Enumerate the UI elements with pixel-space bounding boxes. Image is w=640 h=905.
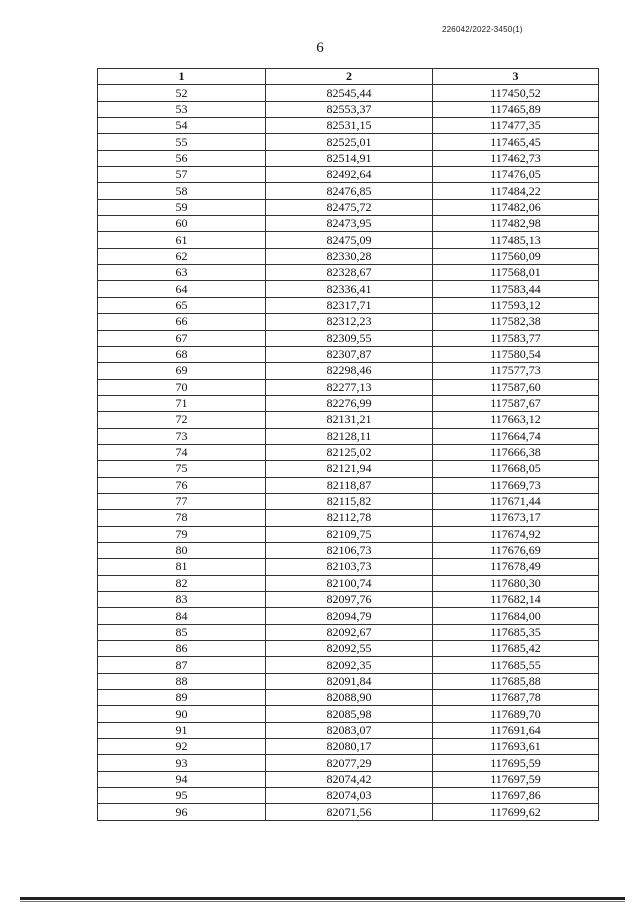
- y-coordinate-cell: 117685,35: [433, 624, 599, 640]
- point-number-cell: 86: [98, 641, 266, 657]
- x-coordinate-cell: 82103,73: [266, 559, 433, 575]
- x-coordinate-cell: 82088,90: [266, 690, 433, 706]
- table-body: [98, 85, 599, 820]
- x-coordinate-cell: 82476,85: [266, 183, 433, 199]
- point-number-cell: 80: [98, 542, 266, 558]
- x-coordinate-cell: 82092,55: [266, 641, 433, 657]
- x-coordinate-cell: 82298,46: [266, 363, 433, 379]
- y-coordinate-cell: 117687,78: [433, 690, 599, 706]
- point-number-cell: 73: [98, 428, 266, 444]
- point-number-cell: 88: [98, 673, 266, 689]
- table-row: [98, 199, 599, 215]
- y-coordinate-cell: 117664,74: [433, 428, 599, 444]
- x-coordinate-cell: 82121,94: [266, 461, 433, 477]
- point-number-cell: 63: [98, 265, 266, 281]
- table-row: [98, 673, 599, 689]
- y-coordinate-cell: 117689,70: [433, 706, 599, 722]
- column-header: 1: [98, 69, 266, 85]
- table-row: [98, 804, 599, 820]
- x-coordinate-cell: 82100,74: [266, 575, 433, 591]
- point-number-cell: 77: [98, 493, 266, 509]
- point-number-cell: 89: [98, 690, 266, 706]
- table-row: [98, 542, 599, 558]
- y-coordinate-cell: 117691,64: [433, 722, 599, 738]
- table-row: [98, 461, 599, 477]
- x-coordinate-cell: 82328,67: [266, 265, 433, 281]
- y-coordinate-cell: 117680,30: [433, 575, 599, 591]
- table-header-row: [98, 69, 599, 85]
- x-coordinate-cell: 82317,71: [266, 297, 433, 313]
- table-row: [98, 248, 599, 264]
- table-row: [98, 167, 599, 183]
- point-number-cell: 59: [98, 199, 266, 215]
- x-coordinate-cell: 82085,98: [266, 706, 433, 722]
- column-header: 2: [266, 69, 433, 85]
- table-row: [98, 216, 599, 232]
- table-row: [98, 346, 599, 362]
- x-coordinate-cell: 82475,09: [266, 232, 433, 248]
- table-row: [98, 608, 599, 624]
- x-coordinate-cell: 82092,67: [266, 624, 433, 640]
- point-number-cell: 53: [98, 101, 266, 117]
- y-coordinate-cell: 117577,73: [433, 363, 599, 379]
- y-coordinate-cell: 117685,88: [433, 673, 599, 689]
- table-row: [98, 559, 599, 575]
- x-coordinate-cell: 82092,35: [266, 657, 433, 673]
- point-number-cell: 52: [98, 85, 266, 101]
- y-coordinate-cell: 117568,01: [433, 265, 599, 281]
- table-row: [98, 510, 599, 526]
- table-row: [98, 641, 599, 657]
- y-coordinate-cell: 117583,77: [433, 330, 599, 346]
- x-coordinate-cell: 82109,75: [266, 526, 433, 542]
- y-coordinate-cell: 117476,05: [433, 167, 599, 183]
- x-coordinate-cell: 82309,55: [266, 330, 433, 346]
- point-number-cell: 54: [98, 118, 266, 134]
- x-coordinate-cell: 82125,02: [266, 444, 433, 460]
- point-number-cell: 87: [98, 657, 266, 673]
- y-coordinate-cell: 117684,00: [433, 608, 599, 624]
- y-coordinate-cell: 117587,60: [433, 379, 599, 395]
- table-row: [98, 85, 599, 101]
- point-number-cell: 64: [98, 281, 266, 297]
- point-number-cell: 75: [98, 461, 266, 477]
- point-number-cell: 82: [98, 575, 266, 591]
- y-coordinate-cell: 117669,73: [433, 477, 599, 493]
- footer-rule: [20, 897, 625, 900]
- x-coordinate-cell: 82097,76: [266, 592, 433, 608]
- point-number-cell: 81: [98, 559, 266, 575]
- x-coordinate-cell: 82074,03: [266, 788, 433, 804]
- point-number-cell: 93: [98, 755, 266, 771]
- x-coordinate-cell: 82525,01: [266, 134, 433, 150]
- point-number-cell: 65: [98, 297, 266, 313]
- y-coordinate-cell: 117560,09: [433, 248, 599, 264]
- y-coordinate-cell: 117477,35: [433, 118, 599, 134]
- y-coordinate-cell: 117668,05: [433, 461, 599, 477]
- table-row: [98, 281, 599, 297]
- table-row: [98, 592, 599, 608]
- point-number-cell: 94: [98, 771, 266, 787]
- x-coordinate-cell: 82307,87: [266, 346, 433, 362]
- table-row: [98, 722, 599, 738]
- point-number-cell: 60: [98, 216, 266, 232]
- y-coordinate-cell: 117583,44: [433, 281, 599, 297]
- document-id: 226042/2022-3450(1): [442, 25, 523, 34]
- table-row: [98, 657, 599, 673]
- y-coordinate-cell: 117695,59: [433, 755, 599, 771]
- table-row: [98, 330, 599, 346]
- table-row: [98, 232, 599, 248]
- y-coordinate-cell: 117580,54: [433, 346, 599, 362]
- y-coordinate-cell: 117697,59: [433, 771, 599, 787]
- point-number-cell: 67: [98, 330, 266, 346]
- table-row: [98, 428, 599, 444]
- table-row: [98, 101, 599, 117]
- table-row: [98, 526, 599, 542]
- point-number-cell: 62: [98, 248, 266, 264]
- point-number-cell: 66: [98, 314, 266, 330]
- x-coordinate-cell: 82112,78: [266, 510, 433, 526]
- column-header: 3: [433, 69, 599, 85]
- y-coordinate-cell: 117485,13: [433, 232, 599, 248]
- y-coordinate-cell: 117682,14: [433, 592, 599, 608]
- point-number-cell: 61: [98, 232, 266, 248]
- table-row: [98, 265, 599, 281]
- table-row: [98, 134, 599, 150]
- point-number-cell: 85: [98, 624, 266, 640]
- point-number-cell: 92: [98, 739, 266, 755]
- x-coordinate-cell: 82492,64: [266, 167, 433, 183]
- x-coordinate-cell: 82336,41: [266, 281, 433, 297]
- table-row: [98, 706, 599, 722]
- table-row: [98, 412, 599, 428]
- y-coordinate-cell: 117462,73: [433, 150, 599, 166]
- x-coordinate-cell: 82083,07: [266, 722, 433, 738]
- page-number: 6: [316, 40, 324, 56]
- y-coordinate-cell: 117593,12: [433, 297, 599, 313]
- y-coordinate-cell: 117484,22: [433, 183, 599, 199]
- y-coordinate-cell: 117482,06: [433, 199, 599, 215]
- point-number-cell: 79: [98, 526, 266, 542]
- x-coordinate-cell: 82128,11: [266, 428, 433, 444]
- table-row: [98, 314, 599, 330]
- point-number-cell: 68: [98, 346, 266, 362]
- y-coordinate-cell: 117678,49: [433, 559, 599, 575]
- x-coordinate-cell: 82276,99: [266, 395, 433, 411]
- x-coordinate-cell: 82473,95: [266, 216, 433, 232]
- y-coordinate-cell: 117582,38: [433, 314, 599, 330]
- point-number-cell: 74: [98, 444, 266, 460]
- x-coordinate-cell: 82545,44: [266, 85, 433, 101]
- x-coordinate-cell: 82071,56: [266, 804, 433, 820]
- y-coordinate-cell: 117587,67: [433, 395, 599, 411]
- point-number-cell: 55: [98, 134, 266, 150]
- x-coordinate-cell: 82080,17: [266, 739, 433, 755]
- y-coordinate-cell: 117663,12: [433, 412, 599, 428]
- point-number-cell: 72: [98, 412, 266, 428]
- x-coordinate-cell: 82330,28: [266, 248, 433, 264]
- table-row: [98, 379, 599, 395]
- table-row: [98, 444, 599, 460]
- x-coordinate-cell: 82475,72: [266, 199, 433, 215]
- point-number-cell: 69: [98, 363, 266, 379]
- y-coordinate-cell: 117693,61: [433, 739, 599, 755]
- table-row: [98, 118, 599, 134]
- table-row: [98, 690, 599, 706]
- table-row: [98, 624, 599, 640]
- point-number-cell: 56: [98, 150, 266, 166]
- y-coordinate-cell: 117666,38: [433, 444, 599, 460]
- x-coordinate-cell: 82077,29: [266, 755, 433, 771]
- point-number-cell: 57: [98, 167, 266, 183]
- x-coordinate-cell: 82553,37: [266, 101, 433, 117]
- table-row: [98, 739, 599, 755]
- x-coordinate-cell: 82531,15: [266, 118, 433, 134]
- x-coordinate-cell: 82106,73: [266, 542, 433, 558]
- y-coordinate-cell: 117671,44: [433, 493, 599, 509]
- point-number-cell: 96: [98, 804, 266, 820]
- table-row: [98, 493, 599, 509]
- point-number-cell: 58: [98, 183, 266, 199]
- point-number-cell: 71: [98, 395, 266, 411]
- y-coordinate-cell: 117482,98: [433, 216, 599, 232]
- table-row: [98, 363, 599, 379]
- point-number-cell: 95: [98, 788, 266, 804]
- point-number-cell: 83: [98, 592, 266, 608]
- coordinates-table: [97, 68, 599, 821]
- x-coordinate-cell: 82118,87: [266, 477, 433, 493]
- table-row: [98, 755, 599, 771]
- point-number-cell: 91: [98, 722, 266, 738]
- x-coordinate-cell: 82514,91: [266, 150, 433, 166]
- point-number-cell: 76: [98, 477, 266, 493]
- table-row: [98, 297, 599, 313]
- table-row: [98, 788, 599, 804]
- footer-rule-thin: [20, 901, 625, 902]
- y-coordinate-cell: 117699,62: [433, 804, 599, 820]
- table-row: [98, 183, 599, 199]
- x-coordinate-cell: 82115,82: [266, 493, 433, 509]
- x-coordinate-cell: 82277,13: [266, 379, 433, 395]
- point-number-cell: 78: [98, 510, 266, 526]
- y-coordinate-cell: 117465,89: [433, 101, 599, 117]
- x-coordinate-cell: 82091,84: [266, 673, 433, 689]
- table-row: [98, 771, 599, 787]
- point-number-cell: 90: [98, 706, 266, 722]
- x-coordinate-cell: 82094,79: [266, 608, 433, 624]
- y-coordinate-cell: 117450,52: [433, 85, 599, 101]
- point-number-cell: 70: [98, 379, 266, 395]
- y-coordinate-cell: 117674,92: [433, 526, 599, 542]
- y-coordinate-cell: 117676,69: [433, 542, 599, 558]
- table-row: [98, 575, 599, 591]
- y-coordinate-cell: 117697,86: [433, 788, 599, 804]
- point-number-cell: 84: [98, 608, 266, 624]
- y-coordinate-cell: 117465,45: [433, 134, 599, 150]
- x-coordinate-cell: 82312,23: [266, 314, 433, 330]
- y-coordinate-cell: 117685,55: [433, 657, 599, 673]
- y-coordinate-cell: 117685,42: [433, 641, 599, 657]
- x-coordinate-cell: 82074,42: [266, 771, 433, 787]
- y-coordinate-cell: 117673,17: [433, 510, 599, 526]
- x-coordinate-cell: 82131,21: [266, 412, 433, 428]
- table-row: [98, 477, 599, 493]
- table-row: [98, 395, 599, 411]
- table-row: [98, 150, 599, 166]
